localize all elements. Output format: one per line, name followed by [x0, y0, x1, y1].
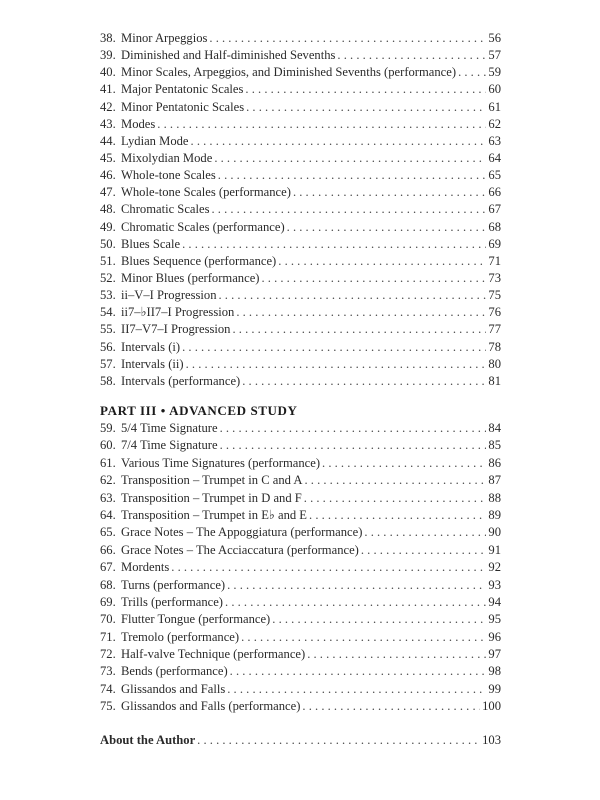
toc-entry[interactable] [100, 116, 501, 133]
entry-title: Grace Notes – The Appoggiatura (performance) [121, 525, 363, 540]
entry-page: 57 [488, 48, 501, 63]
entry-title: Diminished and Half-diminished Sevenths [121, 48, 336, 63]
dot-leader [361, 542, 487, 559]
dot-leader [364, 524, 486, 541]
entry-title: Transposition – Trumpet in D and F [121, 490, 302, 505]
toc-entry[interactable] [100, 681, 501, 698]
toc-entry[interactable] [100, 99, 501, 116]
toc-entry[interactable] [100, 219, 501, 236]
dot-leader [182, 236, 486, 253]
dot-leader [337, 47, 486, 64]
entry-page: 59 [488, 65, 501, 80]
dot-leader [293, 184, 486, 201]
dot-leader [309, 507, 486, 524]
entry-page: 103 [482, 733, 501, 747]
entry-title: Bends (performance) [121, 664, 228, 679]
entry-page: 80 [488, 356, 501, 371]
entry-page: 95 [488, 612, 501, 627]
entry-number: 53. [100, 288, 116, 303]
entry-title: Glissandos and Falls [121, 681, 226, 696]
dot-leader [220, 437, 487, 454]
toc-entry[interactable] [100, 356, 501, 373]
dot-leader [171, 559, 486, 576]
dot-leader [218, 167, 487, 184]
entry-number: 75. [100, 699, 116, 714]
dot-leader [236, 304, 486, 321]
entry-title: Blues Scale [121, 236, 181, 251]
entry-title: About the Author [100, 733, 196, 747]
toc-entry[interactable] [100, 270, 501, 287]
entry-title: Intervals (performance) [121, 373, 241, 388]
dot-leader [245, 81, 486, 98]
dot-leader [272, 611, 486, 628]
entry-page: 67 [488, 202, 501, 217]
entry-title: Transposition – Trumpet in E♭ and E [121, 507, 308, 522]
entry-page: 56 [488, 31, 501, 45]
entry-title: Minor Arpeggios [121, 31, 208, 45]
entry-number: 72. [100, 647, 116, 662]
dot-leader [197, 732, 480, 749]
toc-entry[interactable] [100, 542, 501, 559]
entry-title: Mordents [121, 560, 170, 575]
entry-title: Minor Blues (performance) [121, 270, 260, 285]
entry-page: 96 [488, 629, 501, 644]
entry-number: 54. [100, 305, 116, 320]
dot-leader [242, 373, 486, 390]
entry-title: Turns (performance) [121, 577, 226, 592]
toc-entry[interactable] [100, 524, 501, 541]
entry-title: Minor Pentatonic Scales [121, 99, 245, 114]
entry-title: Whole-tone Scales [121, 168, 216, 183]
toc-entry[interactable] [100, 133, 501, 150]
entry-page: 81 [488, 373, 501, 388]
entry-page: 87 [488, 473, 501, 488]
entry-title: Flutter Tongue (performance) [121, 612, 271, 627]
toc-entry[interactable] [100, 663, 501, 680]
entry-page: 85 [488, 438, 501, 453]
dot-leader [304, 472, 486, 489]
entry-title: Intervals (i) [121, 339, 181, 354]
entry-number: 51. [100, 253, 116, 268]
entry-page: 100 [482, 699, 501, 714]
entry-title: Half-valve Technique (performance) [121, 647, 306, 662]
toc-entry[interactable] [100, 64, 501, 81]
toc-entry[interactable] [100, 47, 501, 64]
entry-title: Grace Notes – The Acciaccatura (performance) [121, 542, 359, 557]
toc-entry[interactable] [100, 201, 501, 218]
dot-leader [278, 253, 486, 270]
toc-entry[interactable] [100, 611, 501, 628]
entry-page: 65 [488, 168, 501, 183]
toc-entry[interactable] [100, 287, 501, 304]
entry-title: Trills (performance) [121, 594, 224, 609]
entry-number: 70. [100, 612, 116, 627]
entry-title: Tremolo (performance) [121, 629, 240, 644]
toc-entry[interactable] [100, 339, 501, 356]
dot-leader [261, 270, 486, 287]
toc-entry[interactable] [100, 150, 501, 167]
dot-leader [241, 629, 486, 646]
entry-page: 73 [488, 270, 501, 285]
dot-leader [186, 356, 487, 373]
entry-number: 41. [100, 82, 116, 97]
entry-title: Glissandos and Falls (performance) [121, 699, 301, 714]
dot-leader [227, 681, 486, 698]
entry-number: 69. [100, 594, 116, 609]
toc-entry[interactable] [100, 646, 501, 663]
entry-number: 64. [100, 507, 116, 522]
toc-entry[interactable] [100, 373, 501, 390]
toc-entry[interactable] [100, 455, 501, 472]
entry-number: 50. [100, 236, 116, 251]
dot-leader [287, 219, 487, 236]
entry-page: 64 [488, 150, 501, 165]
entry-page: 84 [488, 421, 501, 435]
entry-title: Transposition – Trumpet in C and A [121, 473, 303, 488]
entry-number: 71. [100, 629, 116, 644]
entry-title: Various Time Signatures (performance) [121, 455, 321, 470]
entry-title: 7/4 Time Signature [121, 438, 218, 453]
dot-leader [230, 663, 487, 680]
toc-part3-list [100, 420, 501, 716]
dot-leader [209, 30, 486, 47]
entry-number: 56. [100, 339, 116, 354]
toc-entry[interactable] [100, 184, 501, 201]
entry-title: Major Pentatonic Scales [121, 82, 244, 97]
entry-title: Intervals (ii) [121, 356, 184, 371]
toc-part2-list [100, 30, 501, 390]
entry-page: 78 [488, 339, 501, 354]
entry-number: 61. [100, 455, 116, 470]
entry-number: 57. [100, 356, 116, 371]
entry-page: 62 [488, 116, 501, 131]
toc-entry[interactable] [100, 253, 501, 270]
dot-leader [307, 646, 486, 663]
toc-entry[interactable] [100, 321, 501, 338]
entry-page: 92 [488, 560, 501, 575]
entry-title: ii7–♭II7–I Progression [121, 305, 235, 320]
dot-leader [322, 455, 486, 472]
entry-page: 60 [488, 82, 501, 97]
entry-title: Chromatic Scales [121, 202, 210, 217]
entry-number: 42. [100, 99, 116, 114]
toc-entry[interactable] [100, 490, 501, 507]
dot-leader [182, 339, 486, 356]
entry-number: 39. [100, 48, 116, 63]
entry-number: 68. [100, 577, 116, 592]
entry-title: Modes [121, 116, 156, 131]
toc-entry[interactable] [100, 420, 501, 437]
entry-number: 74. [100, 681, 116, 696]
dot-leader [304, 490, 487, 507]
entry-page: 93 [488, 577, 501, 592]
toc-entry[interactable] [100, 698, 501, 715]
entry-page: 66 [488, 185, 501, 200]
entry-number: 44. [100, 133, 116, 148]
dot-leader [225, 594, 486, 611]
dot-leader [458, 64, 486, 81]
toc-entry[interactable] [100, 236, 501, 253]
entry-page: 97 [488, 647, 501, 662]
entry-number: 65. [100, 525, 116, 540]
entry-number: 67. [100, 560, 116, 575]
dot-leader [227, 577, 486, 594]
entry-page: 68 [488, 219, 501, 234]
entry-number: 60. [100, 438, 116, 453]
toc-entry[interactable] [100, 304, 501, 321]
entry-title: 5/4 Time Signature [121, 421, 218, 435]
entry-page: 76 [488, 305, 501, 320]
entry-page: 75 [488, 288, 501, 303]
entry-page: 77 [488, 322, 501, 337]
entry-page: 90 [488, 525, 501, 540]
entry-title: Minor Scales, Arpeggios, and Diminished Sevenths (performance) [121, 65, 457, 80]
dot-leader [246, 99, 486, 116]
entry-number: 43. [100, 116, 116, 131]
entry-title: Chromatic Scales (performance) [121, 219, 285, 234]
entry-number: 45. [100, 150, 116, 165]
toc-entry[interactable] [100, 629, 501, 646]
entry-title: Mixolydian Mode [121, 150, 213, 165]
entry-number: 49. [100, 219, 116, 234]
toc-entry[interactable] [100, 30, 501, 47]
entry-title: ii–V–I Progression [121, 288, 217, 303]
entry-number: 59. [100, 421, 116, 435]
dot-leader [211, 201, 486, 218]
dot-leader [214, 150, 486, 167]
part3-heading: PART III • ADVANCED STUDY [100, 403, 298, 418]
toc-entry[interactable] [100, 594, 501, 611]
entry-title: Blues Sequence (performance) [121, 253, 277, 268]
entry-number: 47. [100, 185, 116, 200]
toc-entry[interactable] [100, 559, 501, 576]
toc-entry[interactable] [100, 472, 501, 489]
toc-entry[interactable] [100, 507, 501, 524]
dot-leader [220, 420, 487, 437]
entry-page: 88 [488, 490, 501, 505]
entry-page: 99 [488, 681, 501, 696]
entry-page: 61 [488, 99, 501, 114]
entry-page: 63 [488, 133, 501, 148]
entry-number: 55. [100, 322, 116, 337]
dot-leader [232, 321, 486, 338]
entry-title: II7–V7–I Progression [121, 322, 231, 337]
dot-leader [219, 287, 487, 304]
entry-title: Lydian Mode [121, 133, 189, 148]
entry-number: 73. [100, 664, 116, 679]
dot-leader [302, 698, 480, 715]
entry-number: 40. [100, 65, 116, 80]
toc-entry[interactable] [100, 81, 501, 98]
toc-entry[interactable] [100, 167, 501, 184]
toc-part3-section [100, 401, 501, 716]
entry-number: 48. [100, 202, 116, 217]
entry-number: 52. [100, 270, 116, 285]
entry-number: 38. [100, 31, 116, 45]
entry-number: 58. [100, 373, 116, 388]
toc-entry[interactable] [100, 437, 501, 454]
entry-number: 66. [100, 542, 116, 557]
entry-number: 63. [100, 490, 116, 505]
entry-page: 86 [488, 455, 501, 470]
dot-leader [191, 133, 487, 150]
entry-page: 94 [488, 594, 501, 609]
entry-page: 71 [488, 253, 501, 268]
entry-number: 46. [100, 168, 116, 183]
entry-page: 91 [488, 542, 501, 557]
toc-entry[interactable] [100, 577, 501, 594]
entry-page: 89 [488, 507, 501, 522]
dot-leader [157, 116, 486, 133]
entry-title: Whole-tone Scales (performance) [121, 185, 291, 200]
entry-page: 98 [488, 664, 501, 679]
toc-entry-about-author[interactable] [100, 732, 501, 749]
entry-number: 62. [100, 473, 116, 488]
entry-page: 69 [488, 236, 501, 251]
